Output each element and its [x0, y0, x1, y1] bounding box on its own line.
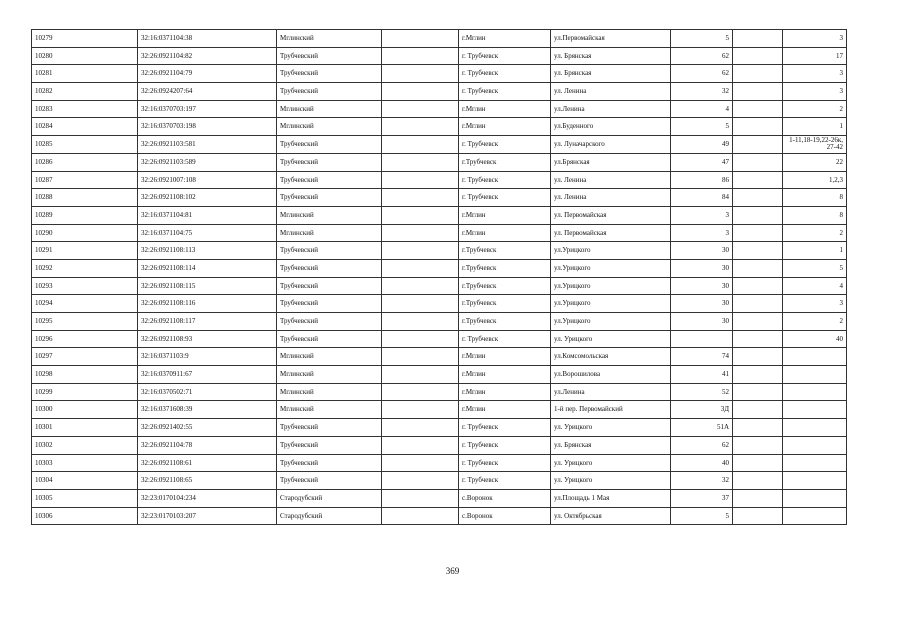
table-row	[32, 472, 847, 490]
cell-cadastral-number: 32:16:0370911:67	[138, 366, 277, 384]
cell-cadastral-number: 32:26:0921104:78	[138, 436, 277, 454]
cell-settlement: г.Трубчевск	[459, 242, 551, 260]
cell-district: Мглинский	[277, 383, 382, 401]
cell-house-number: 62	[671, 65, 733, 83]
cell-street: ул. Брянская	[551, 436, 671, 454]
cell-district: Трубчевский	[277, 189, 382, 207]
table-row	[32, 383, 847, 401]
cell-building	[733, 383, 783, 401]
cell-house-number: 5	[671, 30, 733, 48]
cell-district: Мглинский	[277, 348, 382, 366]
cell-record-number: 10292	[32, 259, 138, 277]
cell-district: Трубчевский	[277, 472, 382, 490]
cell-cadastral-number: 32:26:0921108:93	[138, 330, 277, 348]
cell-apartment	[783, 366, 847, 384]
table-row	[32, 136, 847, 154]
table-row	[32, 242, 847, 260]
cell-house-number: 30	[671, 295, 733, 313]
cell-settlement: г.Трубчевск	[459, 277, 551, 295]
cell-record-number: 10291	[32, 242, 138, 260]
cell-cadastral-number: 32:26:0921104:79	[138, 65, 277, 83]
table-row	[32, 118, 847, 136]
cell-building	[733, 454, 783, 472]
cell-blank	[382, 47, 459, 65]
cell-building	[733, 259, 783, 277]
cell-apartment: 40	[783, 330, 847, 348]
table-row	[32, 436, 847, 454]
cell-blank	[382, 489, 459, 507]
cell-house-number: 62	[671, 47, 733, 65]
table-row	[32, 454, 847, 472]
cell-apartment: 3	[783, 30, 847, 48]
cell-apartment: 22	[783, 153, 847, 171]
cell-street: ул. Первомайская	[551, 224, 671, 242]
cell-building	[733, 348, 783, 366]
cell-street: ул.Ворошилова	[551, 366, 671, 384]
cell-street: ул.Комсомольская	[551, 348, 671, 366]
cell-street: ул. Ленина	[551, 189, 671, 207]
cell-record-number: 10285	[32, 136, 138, 154]
cell-record-number: 10283	[32, 100, 138, 118]
cell-blank	[382, 259, 459, 277]
cell-record-number: 10280	[32, 47, 138, 65]
cell-apartment: 1	[783, 118, 847, 136]
cell-apartment	[783, 489, 847, 507]
registry-table	[31, 29, 847, 525]
cell-cadastral-number: 32:23:0170104:234	[138, 489, 277, 507]
cell-record-number: 10302	[32, 436, 138, 454]
cell-apartment: 4	[783, 277, 847, 295]
table-row	[32, 189, 847, 207]
cell-district: Трубчевский	[277, 436, 382, 454]
cell-blank	[382, 83, 459, 101]
cell-settlement: г. Трубчевск	[459, 65, 551, 83]
cell-building	[733, 224, 783, 242]
cell-district: Трубчевский	[277, 277, 382, 295]
cell-house-number: 84	[671, 189, 733, 207]
table-row	[32, 330, 847, 348]
cell-apartment	[783, 419, 847, 437]
cell-district: Стародубский	[277, 489, 382, 507]
cell-apartment: 1-11,18-19,22-26к, 27-42	[783, 136, 847, 154]
cell-settlement: г.Мглин	[459, 401, 551, 419]
cell-apartment	[783, 348, 847, 366]
cell-house-number: 51А	[671, 419, 733, 437]
cell-district: Трубчевский	[277, 259, 382, 277]
cell-record-number: 10296	[32, 330, 138, 348]
cell-apartment	[783, 383, 847, 401]
cell-street: ул. Брянская	[551, 47, 671, 65]
cell-house-number: 52	[671, 383, 733, 401]
cell-apartment: 8	[783, 206, 847, 224]
cell-settlement: г.Мглин	[459, 206, 551, 224]
cell-cadastral-number: 32:26:0921108:116	[138, 295, 277, 313]
cell-record-number: 10284	[32, 118, 138, 136]
cell-settlement: г. Трубчевск	[459, 419, 551, 437]
cell-settlement: г. Трубчевск	[459, 472, 551, 490]
table-row	[32, 489, 847, 507]
cell-blank	[382, 295, 459, 313]
cell-house-number: 32	[671, 472, 733, 490]
cell-street: ул. Октябрьская	[551, 507, 671, 525]
cell-record-number: 10305	[32, 489, 138, 507]
registry-table-body	[32, 30, 847, 525]
table-row	[32, 401, 847, 419]
table-row	[32, 507, 847, 525]
cell-settlement: г.Трубчевск	[459, 153, 551, 171]
cell-cadastral-number: 32:23:0170103:207	[138, 507, 277, 525]
cell-house-number: 30	[671, 277, 733, 295]
cell-blank	[382, 153, 459, 171]
cell-settlement: г. Трубчевск	[459, 436, 551, 454]
table-row	[32, 83, 847, 101]
cell-district: Трубчевский	[277, 47, 382, 65]
cell-district: Стародубский	[277, 507, 382, 525]
cell-street: ул. Брянская	[551, 65, 671, 83]
cell-record-number: 10304	[32, 472, 138, 490]
cell-blank	[382, 383, 459, 401]
cell-apartment: 1,2,3	[783, 171, 847, 189]
cell-settlement: г.Мглин	[459, 348, 551, 366]
cell-house-number: 30	[671, 242, 733, 260]
cell-district: Трубчевский	[277, 330, 382, 348]
cell-street: ул.Ленина	[551, 383, 671, 401]
cell-apartment: 3	[783, 83, 847, 101]
table-row	[32, 47, 847, 65]
cell-street: ул.Первомайская	[551, 30, 671, 48]
cell-settlement: г. Трубчевск	[459, 189, 551, 207]
cell-record-number: 10289	[32, 206, 138, 224]
cell-settlement: г. Трубчевск	[459, 330, 551, 348]
cell-cadastral-number: 32:26:0921402:55	[138, 419, 277, 437]
cell-apartment: 2	[783, 313, 847, 331]
cell-district: Мглинский	[277, 30, 382, 48]
cell-cadastral-number: 32:26:0924207:64	[138, 83, 277, 101]
cell-blank	[382, 330, 459, 348]
cell-blank	[382, 348, 459, 366]
cell-district: Мглинский	[277, 206, 382, 224]
cell-house-number: 4	[671, 100, 733, 118]
cell-record-number: 10286	[32, 153, 138, 171]
cell-house-number: 3	[671, 206, 733, 224]
cell-building	[733, 65, 783, 83]
table-row	[32, 171, 847, 189]
cell-settlement: г.Мглин	[459, 30, 551, 48]
table-row	[32, 348, 847, 366]
cell-street: ул.Брянская	[551, 153, 671, 171]
cell-apartment	[783, 436, 847, 454]
cell-apartment: 3	[783, 295, 847, 313]
cell-cadastral-number: 32:26:0921108:61	[138, 454, 277, 472]
cell-apartment: 2	[783, 100, 847, 118]
cell-district: Мглинский	[277, 100, 382, 118]
cell-apartment	[783, 454, 847, 472]
cell-apartment: 17	[783, 47, 847, 65]
cell-building	[733, 100, 783, 118]
cell-house-number: 49	[671, 136, 733, 154]
cell-house-number: 86	[671, 171, 733, 189]
cell-street: ул.Урицкого	[551, 277, 671, 295]
cell-settlement: с.Воронок	[459, 507, 551, 525]
cell-street: ул.Буденного	[551, 118, 671, 136]
cell-district: Трубчевский	[277, 171, 382, 189]
cell-building	[733, 472, 783, 490]
cell-record-number: 10303	[32, 454, 138, 472]
cell-cadastral-number: 32:26:0921108:65	[138, 472, 277, 490]
table-row	[32, 100, 847, 118]
cell-house-number: 30	[671, 313, 733, 331]
cell-blank	[382, 171, 459, 189]
cell-district: Мглинский	[277, 366, 382, 384]
cell-blank	[382, 277, 459, 295]
cell-house-number: 47	[671, 153, 733, 171]
cell-building	[733, 507, 783, 525]
cell-settlement: г. Трубчевск	[459, 83, 551, 101]
cell-district: Мглинский	[277, 224, 382, 242]
cell-apartment: 8	[783, 189, 847, 207]
cell-settlement: г.Трубчевск	[459, 259, 551, 277]
cell-cadastral-number: 32:16:0371104:81	[138, 206, 277, 224]
cell-cadastral-number: 32:16:0371103:9	[138, 348, 277, 366]
cell-district: Трубчевский	[277, 153, 382, 171]
cell-district: Трубчевский	[277, 65, 382, 83]
cell-house-number: 74	[671, 348, 733, 366]
cell-house-number	[671, 330, 733, 348]
page-number: 369	[445, 566, 460, 576]
cell-district: Трубчевский	[277, 136, 382, 154]
table-row	[32, 366, 847, 384]
cell-apartment	[783, 507, 847, 525]
cell-settlement: г. Трубчевск	[459, 47, 551, 65]
cell-district: Трубчевский	[277, 419, 382, 437]
cell-settlement: г.Мглин	[459, 118, 551, 136]
cell-cadastral-number: 32:26:0921108:113	[138, 242, 277, 260]
cell-building	[733, 436, 783, 454]
cell-blank	[382, 206, 459, 224]
cell-house-number: 41	[671, 366, 733, 384]
cell-record-number: 10299	[32, 383, 138, 401]
cell-blank	[382, 472, 459, 490]
cell-record-number: 10287	[32, 171, 138, 189]
cell-blank	[382, 118, 459, 136]
cell-cadastral-number: 32:26:0921104:82	[138, 47, 277, 65]
cell-street: ул. Урицкого	[551, 454, 671, 472]
cell-house-number: 32	[671, 83, 733, 101]
cell-cadastral-number: 32:26:0921108:102	[138, 189, 277, 207]
cell-building	[733, 366, 783, 384]
cell-building	[733, 189, 783, 207]
table-row	[32, 153, 847, 171]
cell-blank	[382, 436, 459, 454]
cell-blank	[382, 507, 459, 525]
cell-blank	[382, 313, 459, 331]
cell-house-number: 3	[671, 224, 733, 242]
cell-house-number: 5	[671, 507, 733, 525]
cell-cadastral-number: 32:16:0371608:39	[138, 401, 277, 419]
cell-house-number: 37	[671, 489, 733, 507]
cell-cadastral-number: 32:26:0921007:108	[138, 171, 277, 189]
table-row	[32, 65, 847, 83]
cell-street: ул.Площадь 1 Мая	[551, 489, 671, 507]
cell-street: ул. Ленина	[551, 171, 671, 189]
cell-record-number: 10295	[32, 313, 138, 331]
cell-settlement: г.Мглин	[459, 366, 551, 384]
cell-settlement: г.Мглин	[459, 383, 551, 401]
table-row	[32, 313, 847, 331]
cell-settlement: г. Трубчевск	[459, 171, 551, 189]
table-row	[32, 30, 847, 48]
cell-district: Трубчевский	[277, 242, 382, 260]
cell-record-number: 10298	[32, 366, 138, 384]
cell-settlement: г. Трубчевск	[459, 136, 551, 154]
cell-apartment: 1	[783, 242, 847, 260]
cell-street: 1-й пер. Первомайский	[551, 401, 671, 419]
cell-street: ул.Урицкого	[551, 295, 671, 313]
cell-district: Трубчевский	[277, 83, 382, 101]
cell-building	[733, 118, 783, 136]
cell-blank	[382, 401, 459, 419]
cell-apartment: 2	[783, 224, 847, 242]
cell-street: ул.Ленина	[551, 100, 671, 118]
cell-street: ул. Урицкого	[551, 472, 671, 490]
cell-building	[733, 330, 783, 348]
cell-street: ул.Урицкого	[551, 313, 671, 331]
cell-cadastral-number: 32:16:0371104:75	[138, 224, 277, 242]
cell-building	[733, 206, 783, 224]
cell-building	[733, 242, 783, 260]
cell-record-number: 10288	[32, 189, 138, 207]
cell-district: Трубчевский	[277, 313, 382, 331]
cell-district: Мглинский	[277, 118, 382, 136]
cell-building	[733, 313, 783, 331]
cell-blank	[382, 419, 459, 437]
cell-record-number: 10279	[32, 30, 138, 48]
cell-house-number: 30	[671, 259, 733, 277]
cell-apartment	[783, 472, 847, 490]
cell-street: ул.Урицкого	[551, 242, 671, 260]
cell-blank	[382, 242, 459, 260]
cell-cadastral-number: 32:16:0371104:38	[138, 30, 277, 48]
cell-building	[733, 83, 783, 101]
cell-blank	[382, 454, 459, 472]
cell-cadastral-number: 32:26:0921103:581	[138, 136, 277, 154]
cell-cadastral-number: 32:16:0370703:197	[138, 100, 277, 118]
cell-street: ул. Луначарского	[551, 136, 671, 154]
cell-apartment: 3	[783, 65, 847, 83]
cell-building	[733, 171, 783, 189]
cell-record-number: 10281	[32, 65, 138, 83]
table-row	[32, 419, 847, 437]
cell-settlement: г.Трубчевск	[459, 295, 551, 313]
cell-settlement: г.Мглин	[459, 224, 551, 242]
cell-blank	[382, 224, 459, 242]
cell-building	[733, 401, 783, 419]
cell-street: ул. Первомайская	[551, 206, 671, 224]
cell-building	[733, 153, 783, 171]
cell-blank	[382, 30, 459, 48]
cell-apartment: 5	[783, 259, 847, 277]
cell-building	[733, 47, 783, 65]
cell-cadastral-number: 32:26:0921108:117	[138, 313, 277, 331]
cell-record-number: 10300	[32, 401, 138, 419]
cell-street: ул. Урицкого	[551, 330, 671, 348]
cell-district: Трубчевский	[277, 454, 382, 472]
cell-cadastral-number: 32:26:0921108:115	[138, 277, 277, 295]
cell-house-number: 3Д	[671, 401, 733, 419]
cell-blank	[382, 189, 459, 207]
cell-record-number: 10293	[32, 277, 138, 295]
cell-cadastral-number: 32:26:0921103:589	[138, 153, 277, 171]
table-row	[32, 295, 847, 313]
cell-settlement: г. Трубчевск	[459, 454, 551, 472]
cell-building	[733, 419, 783, 437]
cell-building	[733, 277, 783, 295]
cell-record-number: 10297	[32, 348, 138, 366]
cell-settlement: г.Трубчевск	[459, 313, 551, 331]
table-row	[32, 259, 847, 277]
cell-house-number: 40	[671, 454, 733, 472]
cell-settlement: с.Воронок	[459, 489, 551, 507]
cell-record-number: 10282	[32, 83, 138, 101]
cell-house-number: 5	[671, 118, 733, 136]
table-row	[32, 224, 847, 242]
cell-district: Мглинский	[277, 401, 382, 419]
cell-settlement: г.Мглин	[459, 100, 551, 118]
cell-building	[733, 136, 783, 154]
cell-record-number: 10306	[32, 507, 138, 525]
table-row	[32, 277, 847, 295]
cell-record-number: 10290	[32, 224, 138, 242]
cell-street: ул. Ленина	[551, 83, 671, 101]
cell-house-number: 62	[671, 436, 733, 454]
cell-street: ул. Урицкого	[551, 419, 671, 437]
cell-building	[733, 30, 783, 48]
cell-blank	[382, 136, 459, 154]
cell-apartment	[783, 401, 847, 419]
cell-building	[733, 295, 783, 313]
cell-blank	[382, 65, 459, 83]
cell-street: ул.Урицкого	[551, 259, 671, 277]
cell-cadastral-number: 32:26:0921108:114	[138, 259, 277, 277]
cell-district: Трубчевский	[277, 295, 382, 313]
cell-record-number: 10301	[32, 419, 138, 437]
cell-blank	[382, 100, 459, 118]
table-row	[32, 206, 847, 224]
cell-cadastral-number: 32:16:0370703:198	[138, 118, 277, 136]
cell-building	[733, 489, 783, 507]
cell-cadastral-number: 32:16:0370502:71	[138, 383, 277, 401]
cell-blank	[382, 366, 459, 384]
cell-record-number: 10294	[32, 295, 138, 313]
